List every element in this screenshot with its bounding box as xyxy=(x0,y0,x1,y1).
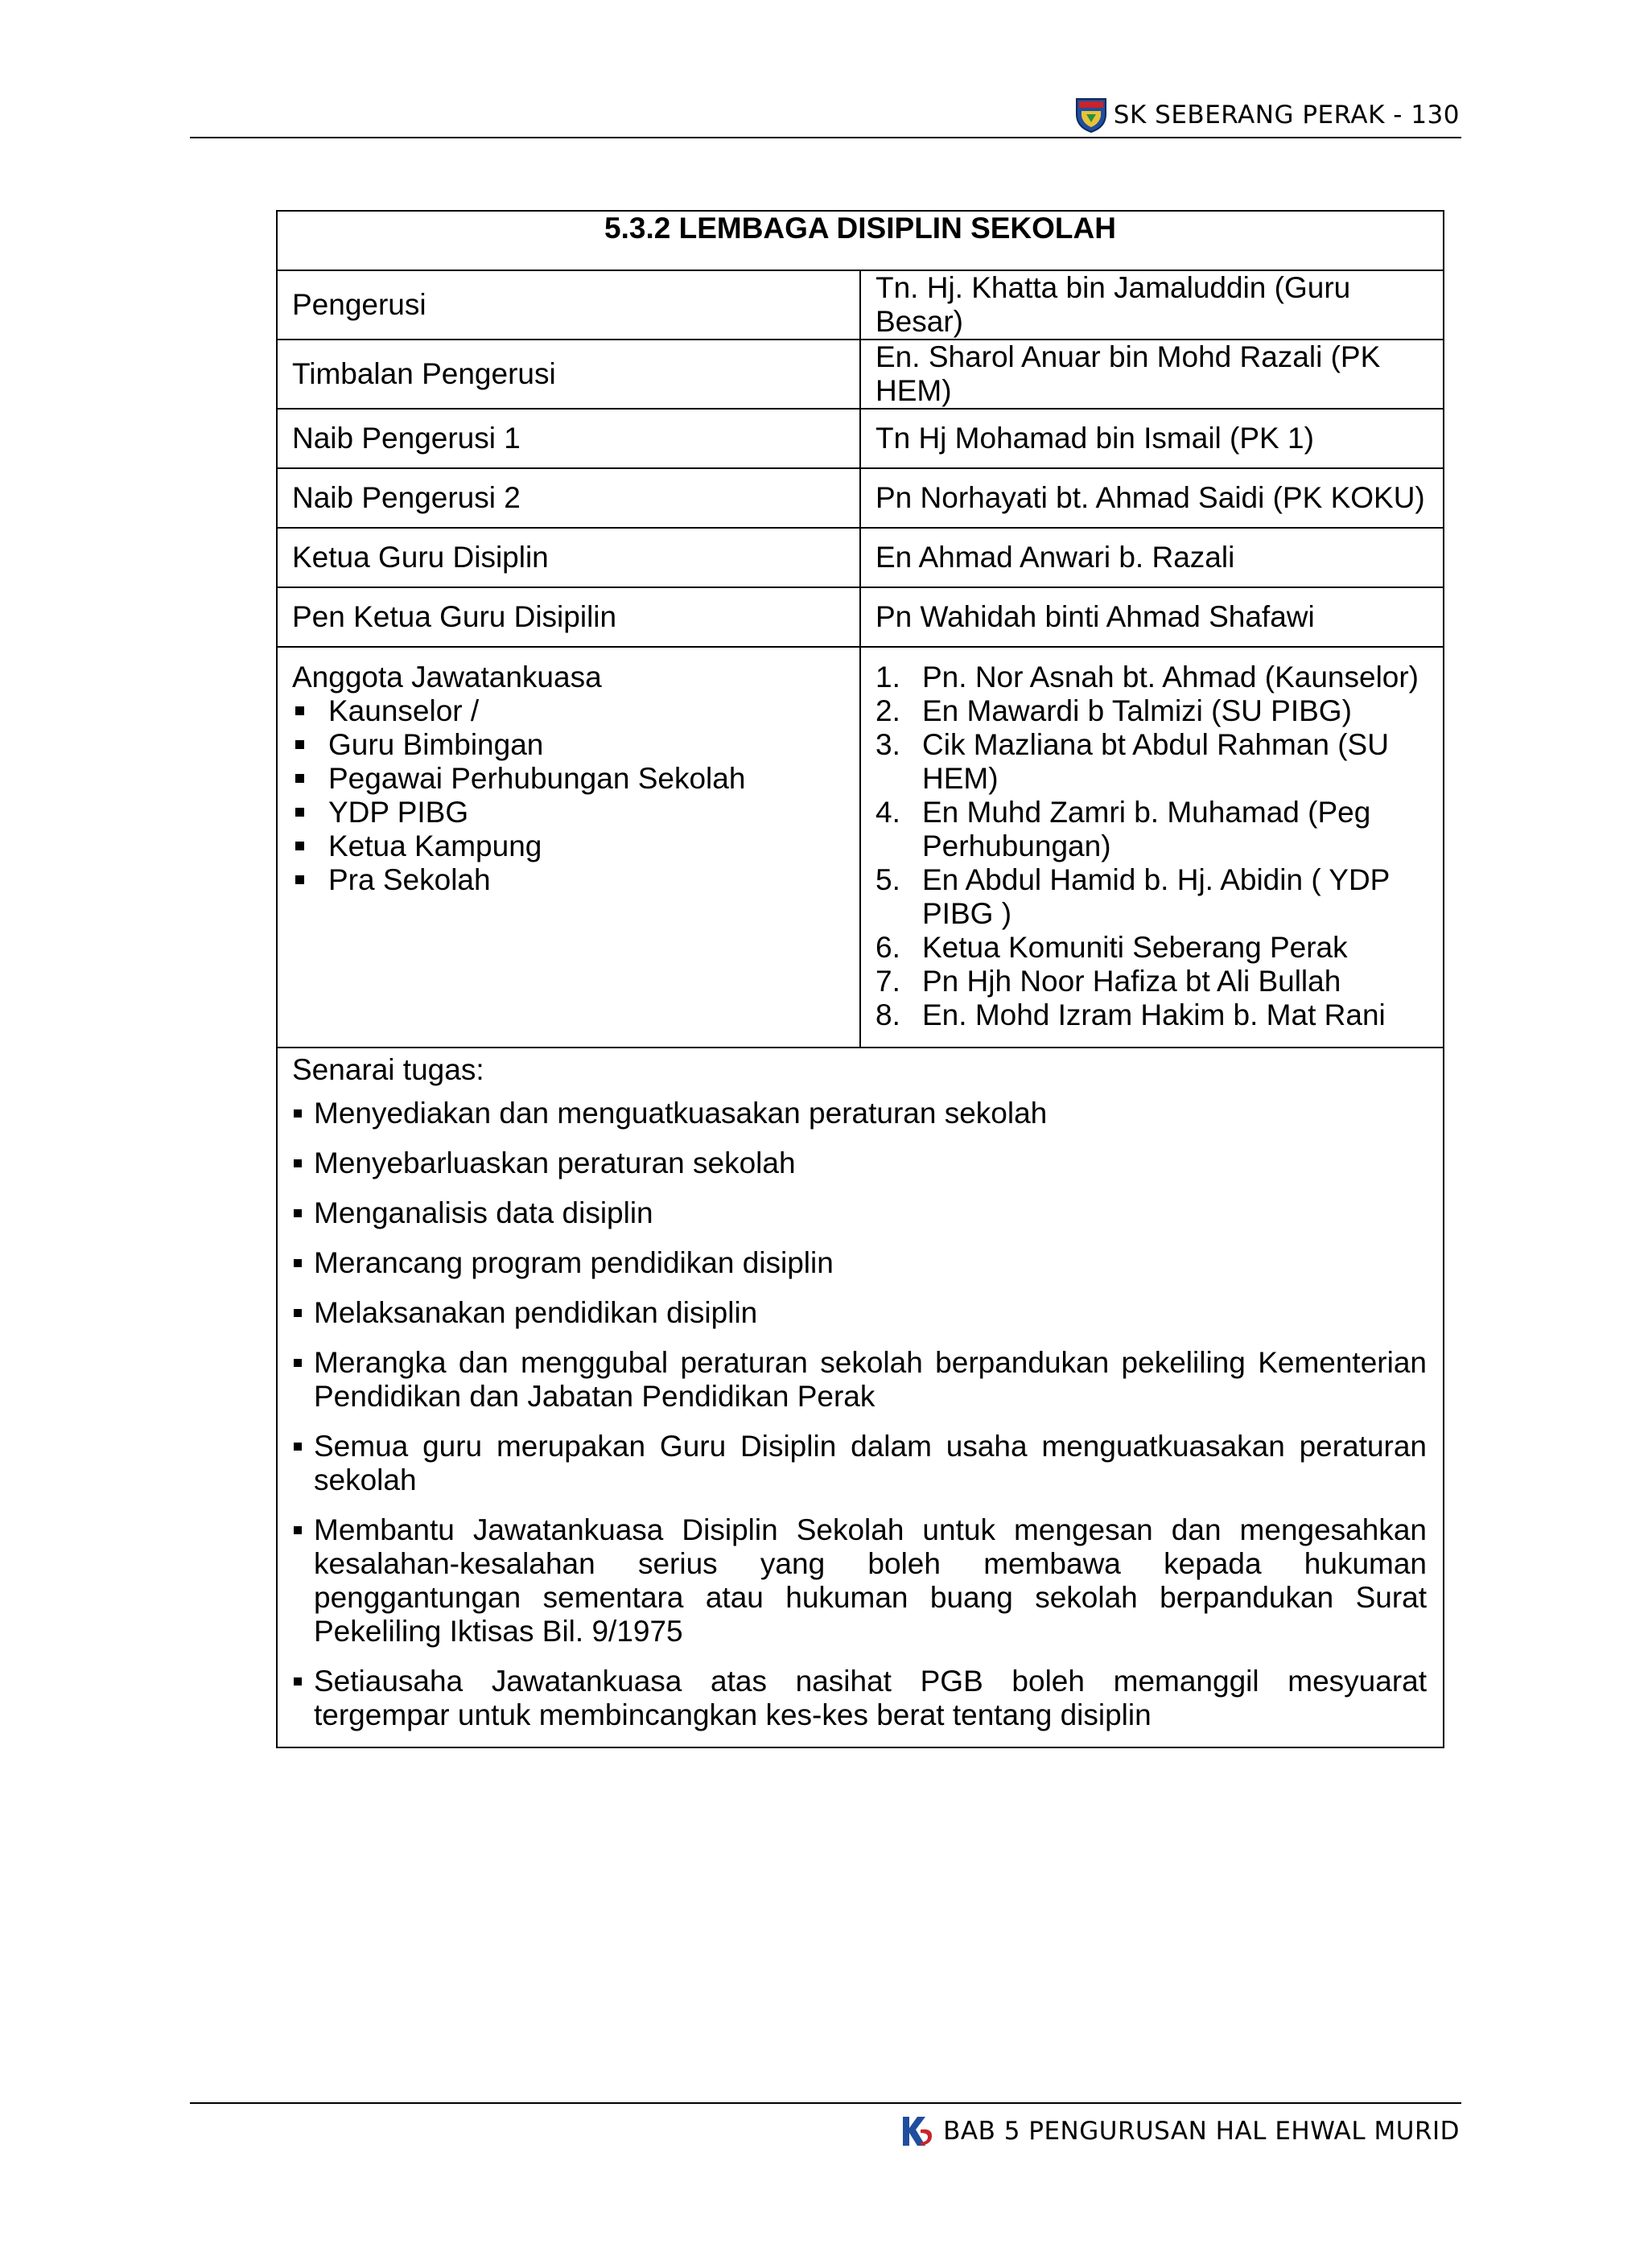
school-crest-icon xyxy=(1075,97,1107,134)
list-number: 7. xyxy=(876,965,900,998)
member-name: Pn Hjh Noor Hafiza bt Ali Bullah xyxy=(922,965,1341,998)
list-number: 1. xyxy=(876,661,900,694)
name-cell: Tn. Hj. Khatta bin Jamaluddin (Guru Besar) xyxy=(860,270,1444,340)
discipline-board-table xyxy=(276,210,1444,1748)
list-item xyxy=(876,728,1428,796)
tasks-cell xyxy=(277,1048,1444,1747)
role-cell: Pengerusi xyxy=(277,270,860,340)
role-cell: Ketua Guru Disiplin xyxy=(277,528,860,587)
list-item xyxy=(876,998,1428,1032)
name-cell: En. Sharol Anuar bin Mohd Razali (PK HEM) xyxy=(860,340,1444,409)
committee-row xyxy=(277,647,1444,1048)
footer-right xyxy=(900,2114,1460,2149)
list-number: 5. xyxy=(876,863,900,896)
list-item xyxy=(876,661,1428,694)
ks-logo-icon xyxy=(900,2114,935,2149)
list-item: Semua guru merupakan Guru Disiplin dalam usaha menguatkuasakan peraturan sekolah xyxy=(292,1430,1427,1497)
list-number: 4. xyxy=(876,796,900,829)
table-row xyxy=(277,587,1444,647)
list-item: Menyediakan dan menguatkuasakan peraturan sekolah xyxy=(292,1097,1427,1130)
role-cell: Timbalan Pengerusi xyxy=(277,340,860,409)
committee-categories-cell xyxy=(277,647,860,1048)
table-row xyxy=(277,270,1444,340)
committee-member-list xyxy=(876,661,1428,1032)
member-name: En Muhd Zamri b. Muhamad (Peg Perhubungan) xyxy=(922,796,1371,862)
list-item: Ketua Kampung xyxy=(292,829,845,863)
name-cell: Pn Wahidah binti Ahmad Shafawi xyxy=(860,587,1444,647)
list-item: YDP PIBG xyxy=(292,796,845,829)
name-cell: Tn Hj Mohamad bin Ismail (PK 1) xyxy=(860,409,1444,468)
committee-members-cell xyxy=(860,647,1444,1048)
list-item: Kaunselor / xyxy=(292,694,845,728)
header-text: SK SEBERANG PERAK - 130 xyxy=(1113,101,1460,130)
table-row xyxy=(277,340,1444,409)
list-item: Membantu Jawatankuasa Disiplin Sekolah untuk mengesan dan mengesahkan kesalahan-kesalahan serius yang boleh membawa kepada hukuman penggantungan sementara atau hukuman buang sekolah berpandukan Surat Pekeliling Iktisas Bil. 9/1975 xyxy=(292,1513,1427,1649)
list-item: Pegawai Perhubungan Sekolah xyxy=(292,762,845,796)
list-item xyxy=(876,931,1428,965)
name-cell: Pn Norhayati bt. Ahmad Saidi (PK KOKU) xyxy=(860,468,1444,528)
table-row xyxy=(277,468,1444,528)
list-item: Guru Bimbingan xyxy=(292,728,845,762)
header-right xyxy=(1075,97,1460,134)
committee-label: Anggota Jawatankuasa xyxy=(292,661,602,694)
page-header xyxy=(190,95,1461,138)
list-item: Merancang program pendidikan disiplin xyxy=(292,1246,1427,1280)
list-item xyxy=(876,796,1428,863)
list-item xyxy=(876,694,1428,728)
list-item xyxy=(876,965,1428,998)
role-cell: Pen Ketua Guru Disipilin xyxy=(277,587,860,647)
member-name: Ketua Komuniti Seberang Perak xyxy=(922,931,1348,964)
list-number: 2. xyxy=(876,694,900,727)
committee-category-list xyxy=(292,694,845,897)
list-number: 6. xyxy=(876,931,900,964)
role-cell: Naib Pengerusi 2 xyxy=(277,468,860,528)
list-item: Menganalisis data disiplin xyxy=(292,1196,1427,1230)
role-cell: Naib Pengerusi 1 xyxy=(277,409,860,468)
list-item: Pra Sekolah xyxy=(292,863,845,897)
list-item: Melaksanakan pendidikan disiplin xyxy=(292,1296,1427,1330)
list-number: 3. xyxy=(876,728,900,761)
task-list xyxy=(292,1097,1427,1732)
table-row xyxy=(277,528,1444,587)
tasks-heading: Senarai tugas: xyxy=(292,1053,484,1086)
member-name: En. Mohd Izram Hakim b. Mat Rani xyxy=(922,998,1386,1031)
page-footer xyxy=(190,2102,1461,2146)
list-item xyxy=(876,863,1428,931)
list-item: Menyebarluaskan peraturan sekolah xyxy=(292,1146,1427,1180)
tasks-row xyxy=(277,1048,1444,1747)
table-row xyxy=(277,409,1444,468)
footer-text: BAB 5 PENGURUSAN HAL EHWAL MURID xyxy=(943,2117,1460,2146)
table-title: 5.3.2 LEMBAGA DISIPLIN SEKOLAH xyxy=(277,211,1444,270)
member-name: Cik Mazliana bt Abdul Rahman (SU HEM) xyxy=(922,728,1389,795)
list-number: 8. xyxy=(876,998,900,1031)
member-name: En Abdul Hamid b. Hj. Abidin ( YDP PIBG ) xyxy=(922,863,1390,930)
name-cell: En Ahmad Anwari b. Razali xyxy=(860,528,1444,587)
list-item: Merangka dan menggubal peraturan sekolah berpandukan pekeliling Kementerian Pendidikan dan Jabatan Pendidikan Perak xyxy=(292,1346,1427,1414)
member-name: Pn. Nor Asnah bt. Ahmad (Kaunselor) xyxy=(922,661,1419,694)
list-item: Setiausaha Jawatankuasa atas nasihat PGB boleh memanggil mesyuarat tergempar untuk membincangkan kes-kes berat tentang disiplin xyxy=(292,1665,1427,1732)
member-name: En Mawardi b Talmizi (SU PIBG) xyxy=(922,694,1352,727)
